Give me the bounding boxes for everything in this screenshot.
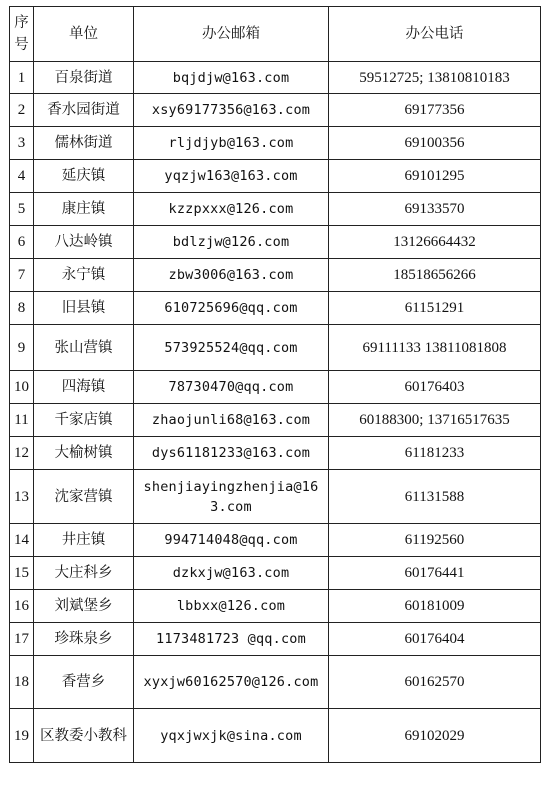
row-unit: 大庄科乡 xyxy=(34,557,134,590)
row-seq: 14 xyxy=(10,524,34,557)
header-phone: 办公电话 xyxy=(329,7,541,62)
row-unit: 康庄镇 xyxy=(34,193,134,226)
row-unit: 旧县镇 xyxy=(34,292,134,325)
row-phone: 60181009 xyxy=(329,590,541,623)
row-email: 78730470@qq.com xyxy=(134,371,329,404)
row-unit: 香营乡 xyxy=(34,656,134,709)
table-row xyxy=(10,524,541,557)
table-row xyxy=(10,371,541,404)
table-row xyxy=(10,226,541,259)
table-row xyxy=(10,404,541,437)
table-row xyxy=(10,470,541,524)
row-phone: 60188300; 13716517635 xyxy=(329,404,541,437)
row-unit: 大榆树镇 xyxy=(34,437,134,470)
row-seq: 3 xyxy=(10,127,34,160)
row-seq: 4 xyxy=(10,160,34,193)
header-seq: 序号 xyxy=(10,7,34,62)
row-seq: 11 xyxy=(10,404,34,437)
row-seq: 18 xyxy=(10,656,34,709)
row-unit: 延庆镇 xyxy=(34,160,134,193)
table-row xyxy=(10,193,541,226)
row-seq: 17 xyxy=(10,623,34,656)
row-phone: 61151291 xyxy=(329,292,541,325)
row-phone: 60162570 xyxy=(329,656,541,709)
row-seq: 12 xyxy=(10,437,34,470)
table-row xyxy=(10,709,541,763)
row-email: shenjiayingzhenjia@163.com xyxy=(134,470,329,524)
row-unit: 井庄镇 xyxy=(34,524,134,557)
row-seq: 7 xyxy=(10,259,34,292)
row-phone: 18518656266 xyxy=(329,259,541,292)
table-row xyxy=(10,62,541,94)
row-seq: 19 xyxy=(10,709,34,763)
row-seq: 5 xyxy=(10,193,34,226)
row-seq: 15 xyxy=(10,557,34,590)
contact-table-container xyxy=(9,6,541,763)
row-unit: 儒林街道 xyxy=(34,127,134,160)
row-phone: 60176404 xyxy=(329,623,541,656)
header-row xyxy=(10,7,541,62)
contact-table xyxy=(9,6,541,763)
table-row xyxy=(10,127,541,160)
row-phone: 69177356 xyxy=(329,94,541,127)
row-phone: 69111133 13811081808 xyxy=(329,325,541,371)
row-seq: 13 xyxy=(10,470,34,524)
row-unit: 四海镇 xyxy=(34,371,134,404)
row-phone: 60176403 xyxy=(329,371,541,404)
row-seq: 2 xyxy=(10,94,34,127)
row-email: 994714048@qq.com xyxy=(134,524,329,557)
row-email: dzkxjw@163.com xyxy=(134,557,329,590)
table-row xyxy=(10,623,541,656)
row-email: 573925524@qq.com xyxy=(134,325,329,371)
row-unit: 八达岭镇 xyxy=(34,226,134,259)
row-unit: 永宁镇 xyxy=(34,259,134,292)
row-email: xsy69177356@163.com xyxy=(134,94,329,127)
row-email: yqzjw163@163.com xyxy=(134,160,329,193)
row-email: bqjdjw@163.com xyxy=(134,62,329,94)
header-unit: 单位 xyxy=(34,7,134,62)
table-row xyxy=(10,590,541,623)
row-phone: 13126664432 xyxy=(329,226,541,259)
row-email: rljdjyb@163.com xyxy=(134,127,329,160)
row-unit: 沈家营镇 xyxy=(34,470,134,524)
row-unit: 刘斌堡乡 xyxy=(34,590,134,623)
table-row xyxy=(10,557,541,590)
row-phone: 69101295 xyxy=(329,160,541,193)
row-phone: 60176441 xyxy=(329,557,541,590)
row-unit: 区教委小教科 xyxy=(34,709,134,763)
row-email: yqxjwxjk@sina.com xyxy=(134,709,329,763)
row-seq: 10 xyxy=(10,371,34,404)
row-phone: 69100356 xyxy=(329,127,541,160)
row-phone: 61181233 xyxy=(329,437,541,470)
table-body xyxy=(10,62,541,763)
row-unit: 张山营镇 xyxy=(34,325,134,371)
row-email: zbw3006@163.com xyxy=(134,259,329,292)
row-phone: 69102029 xyxy=(329,709,541,763)
row-email: dys61181233@163.com xyxy=(134,437,329,470)
table-row xyxy=(10,656,541,709)
row-email: zhaojunli68@163.com xyxy=(134,404,329,437)
row-unit: 千家店镇 xyxy=(34,404,134,437)
row-phone: 69133570 xyxy=(329,193,541,226)
row-seq: 16 xyxy=(10,590,34,623)
row-email: 610725696@qq.com xyxy=(134,292,329,325)
row-unit: 百泉街道 xyxy=(34,62,134,94)
table-row xyxy=(10,259,541,292)
table-row xyxy=(10,437,541,470)
row-phone: 59512725; 13810810183 xyxy=(329,62,541,94)
table-row xyxy=(10,292,541,325)
row-phone: 61131588 xyxy=(329,470,541,524)
table-row xyxy=(10,160,541,193)
row-email: xyxjw60162570@126.com xyxy=(134,656,329,709)
row-seq: 9 xyxy=(10,325,34,371)
row-email: kzzpxxx@126.com xyxy=(134,193,329,226)
header-email: 办公邮箱 xyxy=(134,7,329,62)
row-seq: 1 xyxy=(10,62,34,94)
row-phone: 61192560 xyxy=(329,524,541,557)
table-row xyxy=(10,94,541,127)
row-seq: 6 xyxy=(10,226,34,259)
row-email: lbbxx@126.com xyxy=(134,590,329,623)
row-unit: 珍珠泉乡 xyxy=(34,623,134,656)
row-email: bdlzjw@126.com xyxy=(134,226,329,259)
row-unit: 香水园街道 xyxy=(34,94,134,127)
row-seq: 8 xyxy=(10,292,34,325)
row-email: 1173481723 @qq.com xyxy=(134,623,329,656)
table-row xyxy=(10,325,541,371)
